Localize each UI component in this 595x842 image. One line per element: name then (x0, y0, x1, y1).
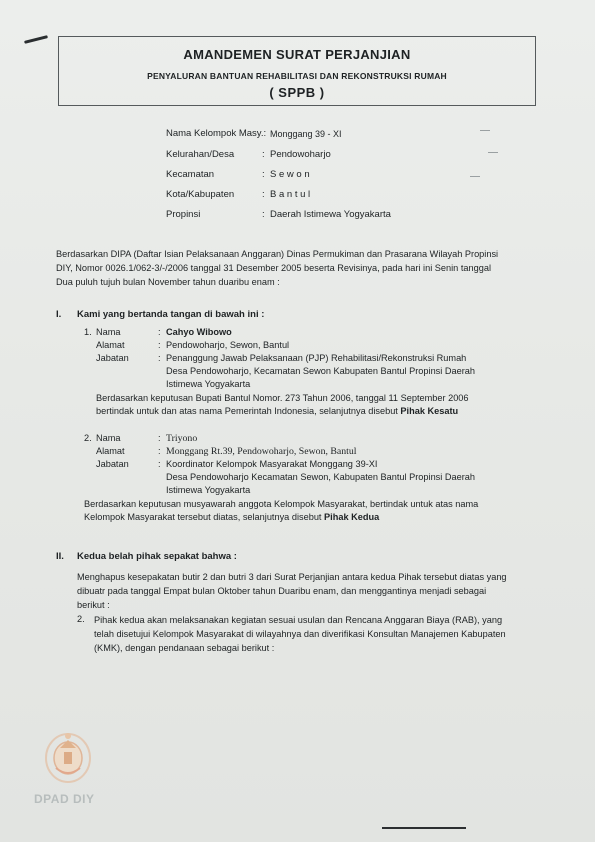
identity-value: B a n t u l (270, 189, 311, 200)
identity-value: Monggang 39 - XI (270, 129, 342, 139)
party-1-address-label: Alamat (96, 340, 125, 350)
party-1-position-line: Desa Pendowoharjo, Kecamatan Sewon Kabupaten Bantul Propinsi Daerah (166, 366, 476, 376)
identity-label: Kelurahan/Desa (166, 149, 235, 160)
section-2-item-line: telah disetujui Kelompok Masyarakat di wilayahnya dan diverifikasi Konsultan Manajemen Kabupaten (94, 629, 506, 640)
section-1-number: I. (56, 309, 62, 320)
scan-artifact (480, 130, 490, 131)
party-2-name-label: Nama (96, 433, 121, 443)
party-2-position-row (0, 458, 595, 471)
party-1-address: Pendowoharjo, Sewon, Bantul (166, 340, 290, 350)
party-1-position-row (0, 378, 595, 391)
section-2-line: Menghapus kesepakatan butir 2 dan butri 3 dari Surat Perjanjian antara kedua Pihak tersebut diatas yang (77, 572, 507, 582)
section-2-item-number: 2. (77, 614, 85, 624)
party-2-basis-text: Kelompok Masyarakat tersebut diatas, selanjutnya disebut (84, 512, 322, 522)
section-2-number: II. (56, 551, 64, 562)
party-2-position-line: Desa Pendowoharjo Kecamatan Sewon, Kabupaten Bantul Propinsi Daerah (166, 472, 476, 482)
section-2-paragraph (77, 570, 537, 613)
party-2-name-row (0, 432, 595, 445)
identity-colon: : (262, 209, 265, 220)
party-1-position-row (0, 352, 595, 365)
title-box (58, 36, 536, 106)
pen-mark (24, 35, 48, 44)
intro-line: DIY, Nomor 0026.1/062-3/-/2006 tanggal 31 Desember 2005 beserta Revisinya, pada hari ini Senin tanggal (56, 263, 491, 274)
party-1-address-row (0, 339, 595, 352)
party-colon: : (158, 433, 161, 443)
yogyakarta-crest-icon (42, 726, 94, 786)
footer-rule (382, 827, 466, 829)
section-2-line: berikut : (77, 600, 110, 611)
party-2-position-row (0, 471, 595, 484)
party-1-name: Cahyo Wibowo (166, 327, 232, 337)
identity-value: Daerah Istimewa Yogyakarta (270, 209, 391, 220)
party-1-position-line: Istimewa Yogyakarta (166, 379, 251, 389)
party-colon: : (158, 340, 161, 350)
identity-label: Nama Kelompok Masy.: (166, 128, 267, 139)
intro-line: Berdasarkan DIPA (Daftar Isian Pelaksanaan Anggaran) Dinas Permukiman dan Prasarana Wilayah Propinsi (56, 249, 499, 259)
identity-value: Pendowoharjo (270, 149, 331, 160)
party-2-position-label: Jabatan (96, 459, 129, 469)
identity-label: Propinsi (166, 209, 201, 220)
party-1-position-row (0, 365, 595, 378)
party-2-name: Triyono (166, 433, 198, 444)
identity-colon: : (262, 189, 265, 200)
identity-colon: : (262, 169, 265, 180)
identity-label: Kecamatan (166, 169, 215, 180)
section-2-heading: Kedua belah pihak sepakat bahwa : (77, 551, 237, 562)
party-2-basis-line: Berdasarkan keputusan musyawarah anggota Kelompok Masyarakat, bertindak untuk atas nama (84, 499, 479, 509)
scan-artifact (470, 176, 480, 177)
party-2-address-row (0, 445, 595, 458)
party-2-number: 2. (84, 433, 92, 443)
party-2-position-line: Koordinator Kelompok Masyarakat Monggang 39-XI (166, 459, 378, 469)
party-colon: : (158, 459, 161, 469)
section-2-item (94, 613, 539, 656)
document-code: ( SPPB ) (269, 85, 325, 100)
identity-colon: : (262, 149, 265, 160)
party-1-position-label: Jabatan (96, 353, 129, 363)
scan-artifact (488, 152, 498, 153)
section-2-item-line: (KMK), dengan pendanaan sebagai berikut : (94, 643, 275, 654)
party-1-designation: Pihak Kesatu (400, 406, 459, 416)
party-1-basis-text: bertindak untuk dan atas nama Pemerintah Indonesia, selanjutnya disebut (96, 406, 398, 416)
section-1-heading: Kami yang bertanda tangan di bawah ini : (77, 309, 265, 320)
party-2-basis-line-2 (84, 511, 379, 524)
party-1-number: 1. (84, 327, 92, 337)
identity-value: S e w o n (270, 169, 310, 180)
party-1-name-label: Nama (96, 327, 121, 337)
identity-label: Kota/Kabupaten (166, 189, 235, 200)
party-2-address-label: Alamat (96, 446, 125, 456)
section-2-item-line: Pihak kedua akan melaksanakan kegiatan sesuai usulan dan Rencana Anggaran Biaya (RAB), yang (94, 615, 503, 625)
section-2-line: dibuatr pada tanggal Empat bulan Oktober tahun Duaribu enam, dan menggantinya menjadi sebagai (77, 586, 487, 597)
party-colon: : (158, 446, 161, 456)
party-1-basis-line: Berdasarkan keputusan Bupati Bantul Nomor. 273 Tahun 2006, tanggal 11 September 2006 (96, 393, 469, 403)
party-2-position-line: Istimewa Yogyakarta (166, 485, 251, 495)
party-2-address: Monggang Rt.39, Pendowoharjo, Sewon, Bantul (166, 446, 357, 457)
intro-line: Dua puluh tujuh bulan November tahun duaribu enam : (56, 277, 280, 288)
intro-paragraph (56, 247, 536, 290)
party-2-position-row (0, 484, 595, 497)
party-1-name-row (0, 326, 595, 339)
party-1-basis-line-2 (96, 405, 458, 418)
document-subtitle: PENYALURAN BANTUAN REHABILITASI DAN REKONSTRUKSI RUMAH (147, 71, 447, 81)
watermark-text: DPAD DIY (34, 792, 95, 806)
party-colon: : (158, 327, 161, 337)
document-title: AMANDEMEN SURAT PERJANJIAN (183, 47, 411, 62)
party-1-position-line: Penanggung Jawab Pelaksanaan (PJP) Rehabilitasi/Rekonstruksi Rumah (166, 353, 467, 363)
party-colon: : (158, 353, 161, 363)
party-2-designation: Pihak Kedua (324, 512, 380, 522)
